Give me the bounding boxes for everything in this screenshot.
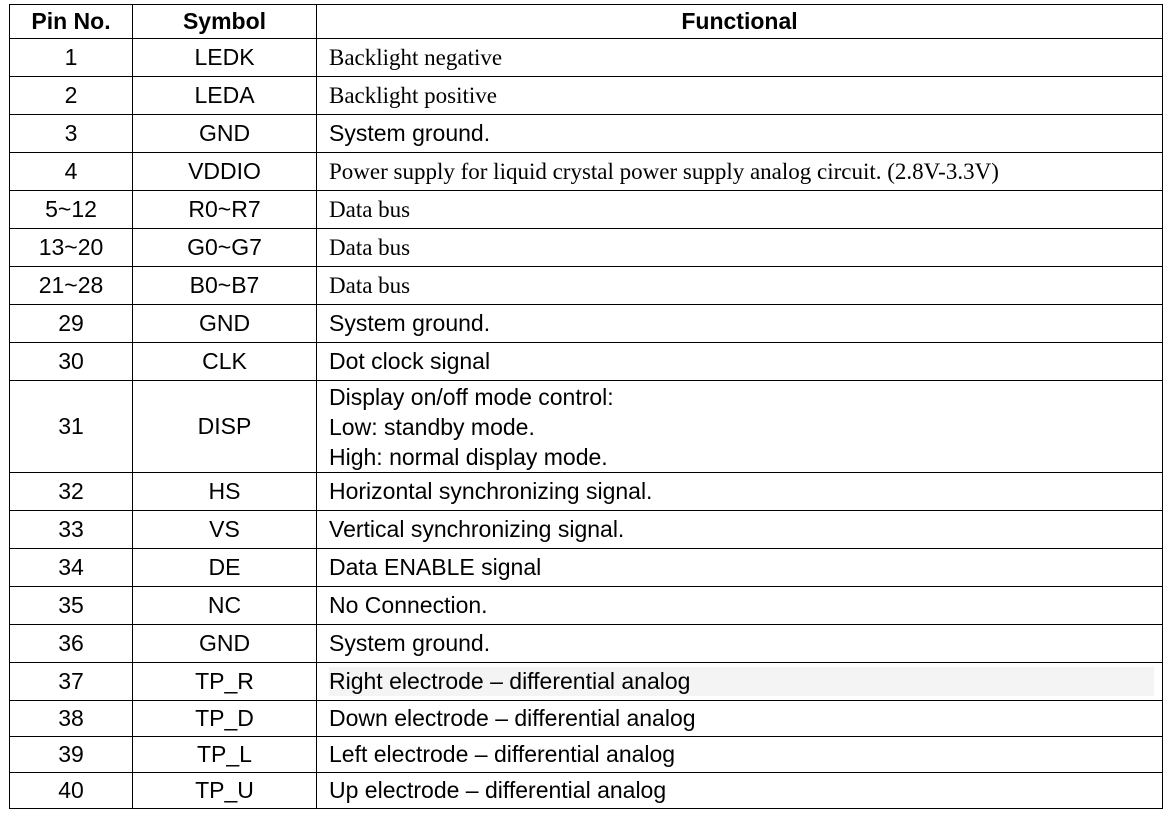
table-row <box>10 115 1163 153</box>
table-row <box>10 153 1163 191</box>
pin-symbol: LEDA <box>133 77 317 115</box>
pin-function: Backlight negative <box>317 39 1163 77</box>
pin-number: 36 <box>10 625 133 663</box>
pin-function: Up electrode – differential analog <box>317 773 1163 809</box>
pin-symbol: B0~B7 <box>133 267 317 305</box>
pin-number: 2 <box>10 77 133 115</box>
pin-symbol: VS <box>133 511 317 549</box>
pin-symbol: GND <box>133 115 317 153</box>
pin-number: 31 <box>10 381 133 473</box>
pin-function: Data bus <box>317 229 1163 267</box>
pin-symbol: TP_R <box>133 663 317 701</box>
pin-number: 37 <box>10 663 133 701</box>
pin-function: Data bus <box>317 267 1163 305</box>
pin-function-text: Right electrode – differential analog <box>329 667 1154 696</box>
pin-number: 21~28 <box>10 267 133 305</box>
pin-symbol: LEDK <box>133 39 317 77</box>
pin-number: 34 <box>10 549 133 587</box>
pin-number: 30 <box>10 343 133 381</box>
pin-number: 4 <box>10 153 133 191</box>
pin-symbol: G0~G7 <box>133 229 317 267</box>
table-row <box>10 305 1163 343</box>
pin-symbol: GND <box>133 625 317 663</box>
table-row <box>10 267 1163 305</box>
pin-number: 32 <box>10 473 133 511</box>
pin-symbol: TP_U <box>133 773 317 809</box>
pin-function: System ground. <box>317 115 1163 153</box>
pin-symbol: CLK <box>133 343 317 381</box>
function-line: Low: standby mode. <box>329 413 535 440</box>
table-row <box>10 701 1163 737</box>
pin-number: 35 <box>10 587 133 625</box>
pin-function: Left electrode – differential analog <box>317 737 1163 773</box>
pin-number: 38 <box>10 701 133 737</box>
table-row <box>10 549 1163 587</box>
pin-number: 1 <box>10 39 133 77</box>
table-row <box>10 511 1163 549</box>
pin-number: 39 <box>10 737 133 773</box>
table-row <box>10 191 1163 229</box>
pin-function <box>317 381 1163 473</box>
table-header-row <box>10 5 1163 39</box>
function-line: High: normal display mode. <box>329 443 608 470</box>
pin-number: 5~12 <box>10 191 133 229</box>
pin-symbol: DISP <box>133 381 317 473</box>
pin-function <box>317 663 1163 701</box>
pin-symbol: VDDIO <box>133 153 317 191</box>
table-row <box>10 343 1163 381</box>
table-row <box>10 39 1163 77</box>
pin-number: 3 <box>10 115 133 153</box>
table-row <box>10 663 1163 701</box>
pin-number: 40 <box>10 773 133 809</box>
pin-number: 29 <box>10 305 133 343</box>
function-line: Display on/off mode control: <box>329 383 614 410</box>
pin-symbol: NC <box>133 587 317 625</box>
pin-function: Horizontal synchronizing signal. <box>317 473 1163 511</box>
header-symbol: Symbol <box>133 5 317 39</box>
pin-function: System ground. <box>317 305 1163 343</box>
pin-symbol: R0~R7 <box>133 191 317 229</box>
table-row <box>10 737 1163 773</box>
table-row <box>10 381 1163 473</box>
pin-function: Down electrode – differential analog <box>317 701 1163 737</box>
pin-number: 13~20 <box>10 229 133 267</box>
pin-function: System ground. <box>317 625 1163 663</box>
table-row <box>10 229 1163 267</box>
pin-symbol: HS <box>133 473 317 511</box>
table-row <box>10 587 1163 625</box>
pin-function: Dot clock signal <box>317 343 1163 381</box>
pin-symbol: GND <box>133 305 317 343</box>
pin-function: Data bus <box>317 191 1163 229</box>
pin-function: Backlight positive <box>317 77 1163 115</box>
pin-function: No Connection. <box>317 587 1163 625</box>
pin-symbol: DE <box>133 549 317 587</box>
pin-symbol: TP_L <box>133 737 317 773</box>
pin-function: Data ENABLE signal <box>317 549 1163 587</box>
pin-symbol: TP_D <box>133 701 317 737</box>
pin-function: Vertical synchronizing signal. <box>317 511 1163 549</box>
table-row <box>10 625 1163 663</box>
pin-definition-table <box>9 4 1163 809</box>
table-row <box>10 773 1163 809</box>
table-row <box>10 77 1163 115</box>
header-pin-no: Pin No. <box>10 5 133 39</box>
header-functional: Functional <box>317 5 1163 39</box>
pin-function: Power supply for liquid crystal power supply analog circuit. (2.8V-3.3V) <box>317 153 1163 191</box>
table-row <box>10 473 1163 511</box>
pin-number: 33 <box>10 511 133 549</box>
